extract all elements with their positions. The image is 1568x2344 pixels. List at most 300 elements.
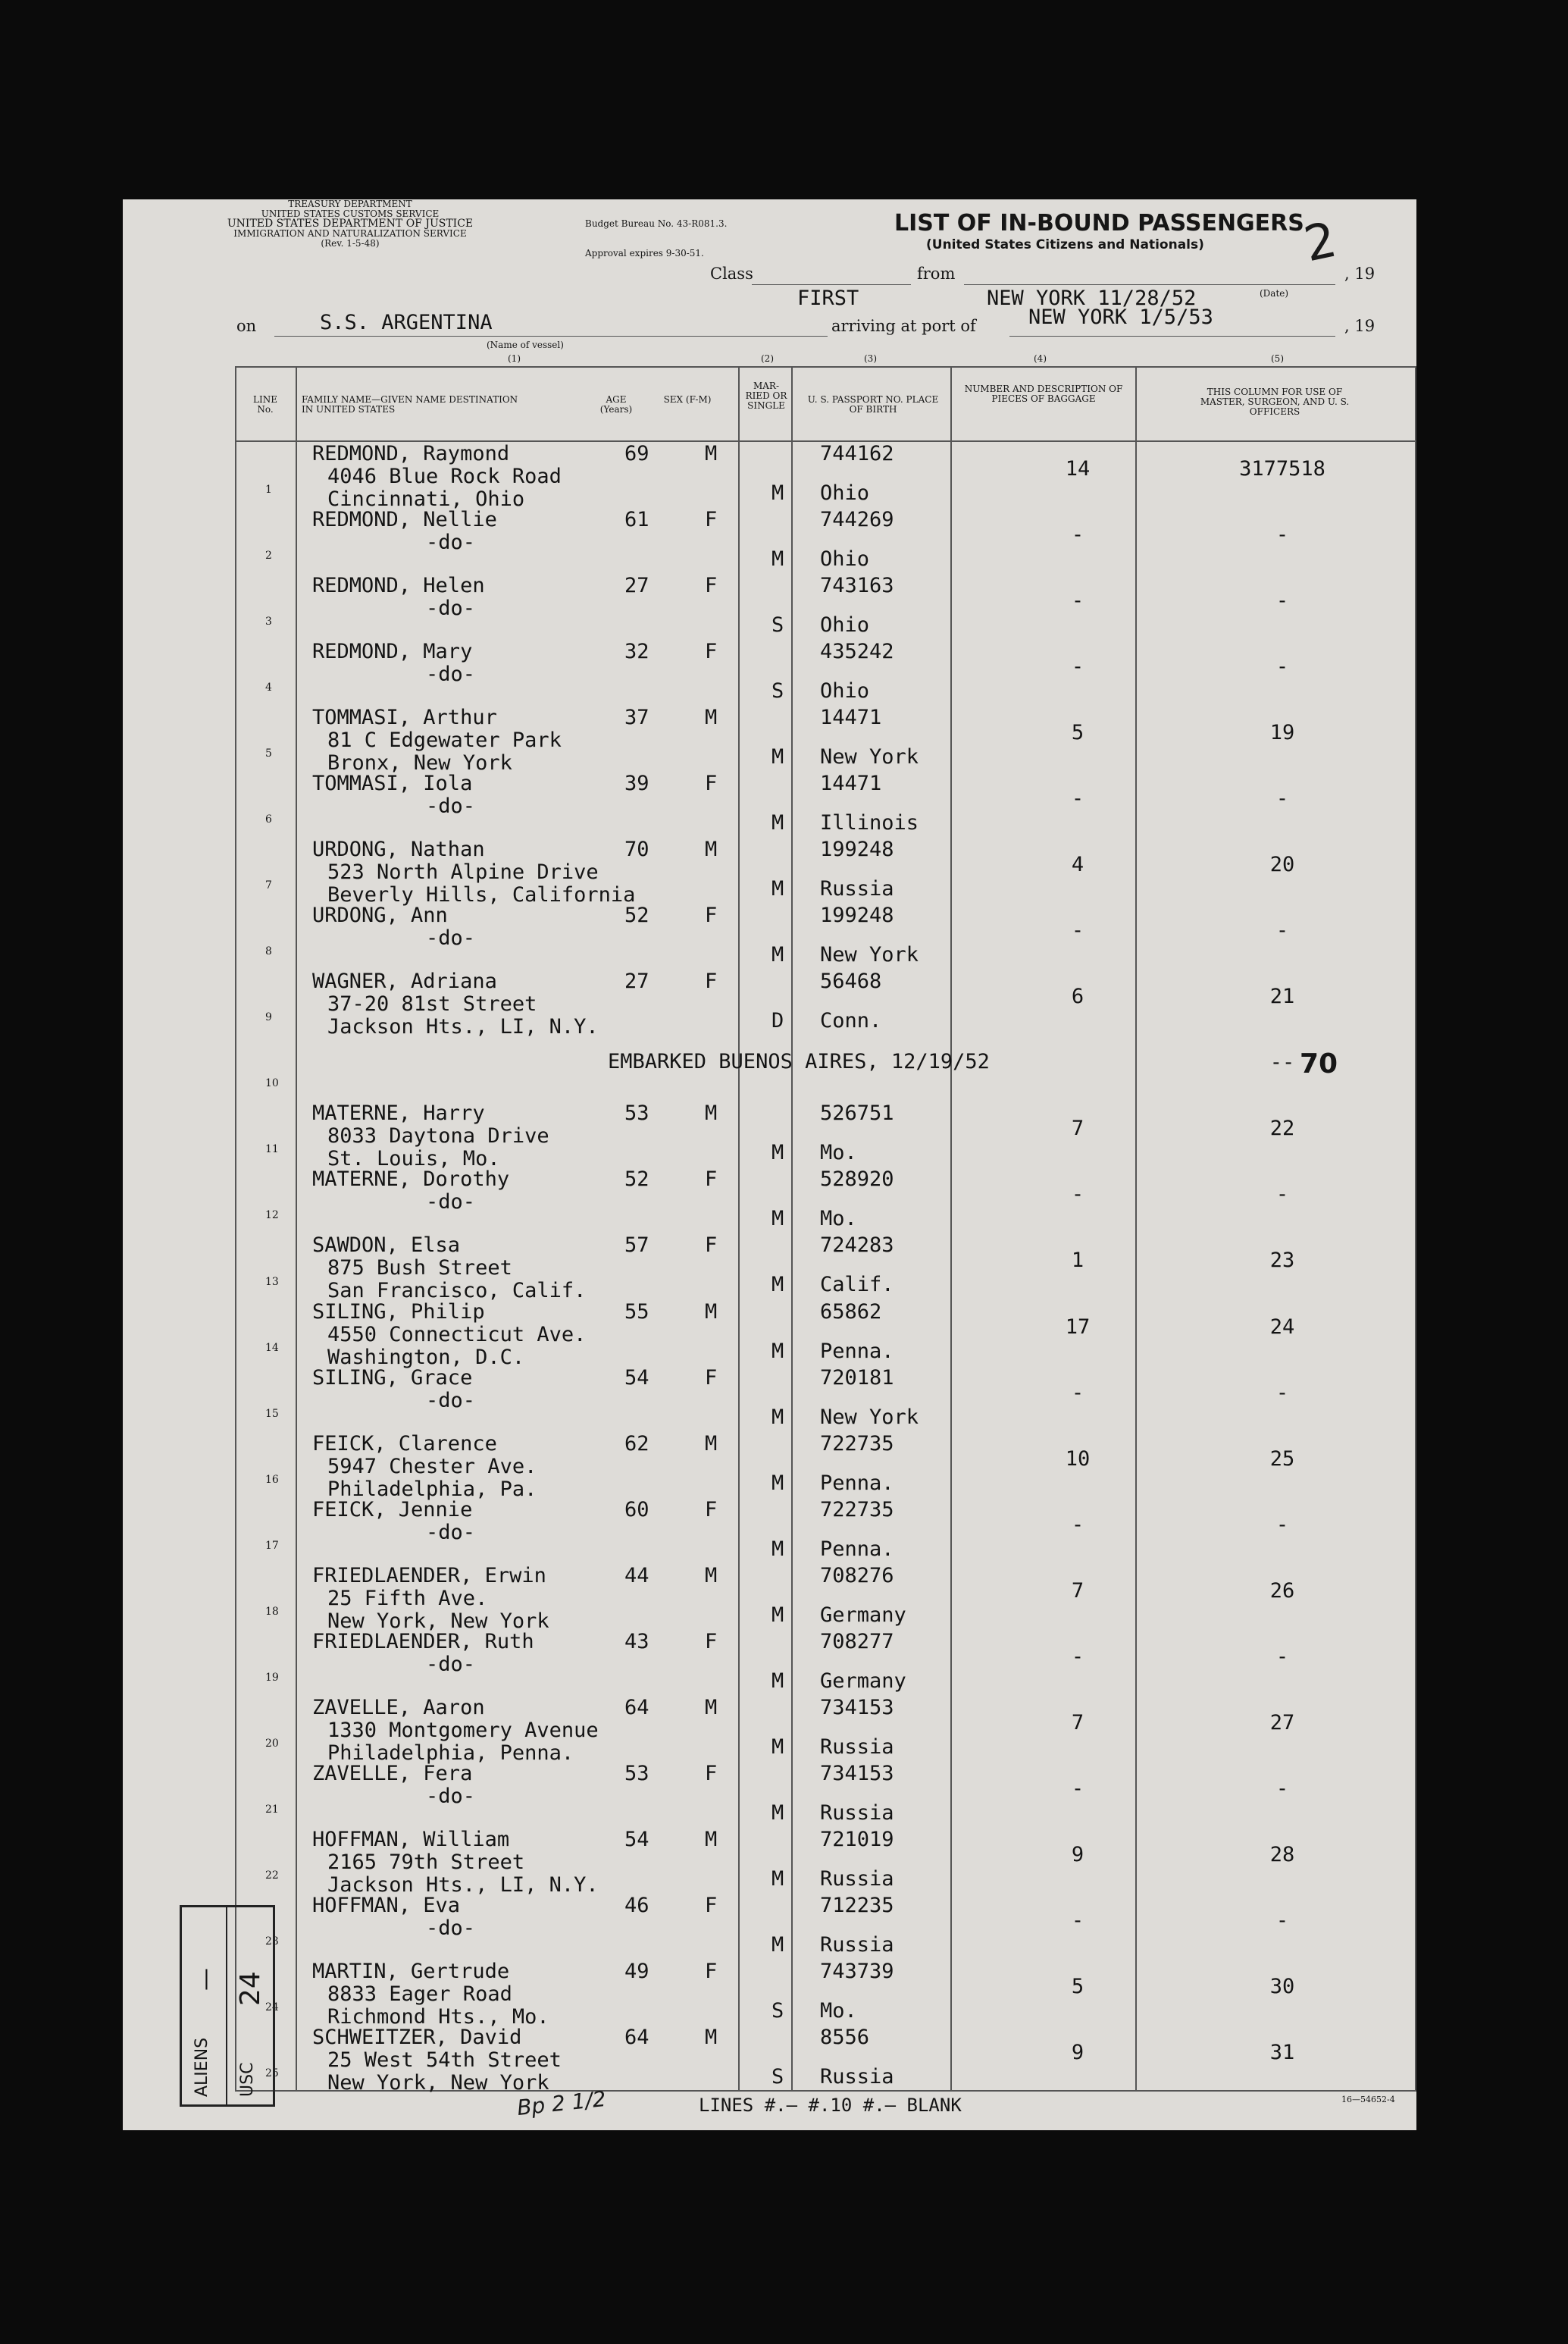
passenger-name: SAWDON, Elsa [312,1233,461,1258]
place-of-birth: Penna. [820,1471,894,1495]
baggage-count: 7 [1071,1578,1084,1603]
vessel-name: S.S. ARGENTINA [320,311,493,334]
marital-status: M [771,1273,784,1297]
marital-status: M [771,1669,784,1693]
passenger-name: FEICK, Jennie [312,1497,473,1521]
officer-number: 26 [1269,1578,1295,1603]
passport-number: 744269 [820,508,894,532]
age-value: 44 [624,1563,649,1587]
officer-number: - [1275,589,1289,613]
place-of-birth: New York [820,745,919,769]
marital-status: M [771,1141,784,1165]
sex-value: M [705,1827,718,1851]
line-number: 21 [265,1803,279,1816]
line-number: 17 [265,1539,279,1552]
baggage-count: - [1071,919,1084,943]
officer-number: - [1275,1644,1289,1669]
sex-value: F [705,1497,718,1521]
marital-status: M [771,811,784,835]
passenger-manifest-page [123,199,1416,2130]
passport-number: 435242 [820,640,894,664]
line-number: 25 [265,2067,279,2079]
sex-value: F [705,1167,718,1192]
place-of-birth: Russia [820,877,894,901]
passenger-name: MATERNE, Harry [312,1101,485,1126]
destination-line-2: Richmond Hts., Mo. [327,2004,549,2029]
passenger-name: REDMOND, Helen [312,574,485,598]
officer-number: 21 [1269,985,1295,1009]
usc-column [227,1907,271,2104]
destination-line-2: Washington, D.C. [327,1345,525,1369]
baggage-count: 1 [1071,1249,1084,1273]
line-number: 23 [265,1935,279,1948]
place-of-birth: Ohio [820,679,870,704]
approval-expiry-label: Approval expires 9-30-51. [585,248,704,259]
destination-line-2: Cincinnati, Ohio [327,487,525,511]
sex-value: M [705,706,718,730]
destination-line-1: 25 Fifth Ave. [327,1586,488,1610]
passenger-name: URDONG, Nathan [312,838,485,862]
destination-line-1: 8033 Daytona Drive [327,1124,549,1148]
passport-number: 744162 [820,442,894,465]
sex-value: F [705,772,718,796]
passport-number: 526751 [820,1101,894,1126]
age-value: 27 [624,970,649,994]
age-value: 46 [624,1893,649,1917]
passport-number: 199248 [820,838,894,862]
signature-mark: Bp 2 1/2 [515,2085,608,2121]
place-of-birth: Illinois [820,811,919,835]
marital-status: M [771,1734,784,1759]
place-of-birth: Russia [820,1800,894,1825]
baggage-count: 7 [1071,1710,1084,1734]
passenger-name: REDMOND, Mary [312,640,473,664]
baggage-count: - [1071,523,1084,547]
age-value: 57 [624,1233,649,1258]
destination-line-1: -do- [426,1520,476,1544]
sex-value: M [705,442,718,465]
line-number: 1 [265,484,272,497]
line-number: 6 [265,813,272,826]
destination-line-1: 523 North Alpine Drive [327,860,599,885]
sex-value: M [705,1431,718,1456]
destination-line-1: 25 West 54th Street [327,2048,562,2072]
age-value: 43 [624,1629,649,1653]
sex-value: F [705,1893,718,1917]
sex-value: F [705,970,718,994]
budget-bureau-label: Budget Bureau No. 43-R081.3. [585,218,728,229]
place-of-birth: Ohio [820,613,870,638]
sex-value: M [705,838,718,862]
marital-status: M [771,1537,784,1561]
form-number: 16—54652-4 [1341,2095,1395,2104]
passenger-name: SILING, Philip [312,1299,485,1324]
place-of-birth: Mo. [820,1207,857,1231]
passenger-name: ZAVELLE, Aaron [312,1695,485,1719]
baggage-count: 5 [1071,721,1084,745]
destination-line-1: -do- [426,531,476,555]
passenger-name: SILING, Grace [312,1365,473,1390]
age-value: 64 [624,2025,649,2049]
destination-line-1: -do- [426,663,476,687]
destination-line-1: -do- [426,1388,476,1412]
passenger-name: TOMMASI, Iola [312,772,473,796]
baggage-count: 9 [1071,1842,1084,1866]
vessel-underline [274,336,828,337]
table-top-border [235,366,1416,368]
column-number: (1) [508,353,521,364]
destination-line-2: Jackson Hts., LI, N.Y. [327,1015,599,1039]
on-label: on [236,317,257,335]
baggage-count: - [1071,1776,1084,1800]
baggage-count: - [1071,1644,1084,1669]
officer-number: 3177518 [1239,457,1325,481]
age-value: 52 [624,1167,649,1192]
baggage-count: - [1071,655,1084,679]
line-number: 2 [265,550,272,562]
place-of-birth: Russia [820,1734,894,1759]
arriving-label: arriving at port of [831,317,976,335]
sex-value: F [705,1233,718,1258]
sex-value: F [705,640,718,664]
line-number: 13 [265,1275,279,1288]
marital-status: M [771,1603,784,1627]
officer-number: - [1275,655,1289,679]
justice-dept-label: UNITED STATES DEPARTMENT OF JUSTICE [227,218,474,230]
sex-value: M [705,1695,718,1719]
baggage-count: 17 [1065,1315,1091,1339]
place-of-birth: Penna. [820,1339,894,1363]
passport-number: 720181 [820,1365,894,1390]
place-of-birth: Ohio [820,481,870,505]
place-of-birth: Calif. [820,1273,894,1297]
officer-number: 20 [1269,853,1295,877]
baggage-count: 6 [1071,985,1084,1009]
marital-status: M [771,1405,784,1429]
year-label: , 19 [1344,265,1376,283]
arrival-underline [1009,336,1335,337]
aliens-column [182,1907,227,2104]
age-header: AGE (Years) [599,394,633,415]
passenger-name: HOFFMAN, William [312,1827,510,1851]
name-header: FAMILY NAME—GIVEN NAME DESTINATION IN UNITED STATES [302,394,518,415]
line-number: 18 [265,1605,279,1618]
passenger-name: REDMOND, Raymond [312,442,510,465]
destination-line-1: 8833 Eager Road [327,1982,512,2006]
officer-number: - [1275,523,1289,547]
baggage-count: 5 [1071,1974,1084,1998]
baggage-count: 9 [1071,2040,1084,2064]
embarked-count: 70 [1300,1048,1338,1080]
departure-value: NEW YORK 11/28/52 [987,287,1197,310]
passenger-name: TOMMASI, Arthur [312,706,497,730]
passenger-name: HOFFMAN, Eva [312,1893,461,1917]
sex-value: F [705,1761,718,1785]
age-value: 53 [624,1101,649,1126]
destination-line-1: -do- [426,794,476,819]
destination-line-1: 5947 Chester Ave. [327,1454,537,1478]
line-number: 10 [265,1077,279,1090]
passport-number: 14471 [820,706,882,730]
place-of-birth: Germany [820,1603,906,1627]
sex-value: F [705,904,718,928]
destination-line-1: 81 C Edgewater Park [327,729,562,753]
place-of-birth: Penna. [820,1537,894,1561]
sex-value: F [705,1629,718,1653]
age-value: 54 [624,1827,649,1851]
passport-number: 722735 [820,1431,894,1456]
destination-line-1: -do- [426,597,476,621]
sex-header: SEX (F-M) [663,394,712,405]
handwritten-mark: 2 [1299,212,1341,274]
line-no-header: LINE No. [253,394,277,415]
destination-line-1: 4550 Connecticut Ave. [327,1322,587,1346]
baggage-count: 10 [1065,1446,1091,1471]
officer-number: - [1275,1380,1289,1405]
line-number: 20 [265,1737,279,1750]
place-of-birth: Ohio [820,547,870,572]
year-label: , 19 [1344,317,1376,335]
place-of-birth: New York [820,943,919,967]
aliens-usc-stamp [180,1905,275,2107]
baggage-count: - [1071,1908,1084,1932]
date-caption: (Date) [1260,288,1289,299]
aliens-count: — [192,1968,219,1991]
line-number: 8 [265,945,272,958]
passport-number: 743739 [820,1959,894,1983]
sex-value: F [705,1959,718,1983]
destination-line-2: Bronx, New York [327,751,512,776]
baggage-header: NUMBER AND DESCRIPTION OF PIECES OF BAGGAGE [964,384,1123,404]
column-number: (4) [1034,353,1047,364]
marital-status: M [771,1207,784,1231]
age-value: 64 [624,1695,649,1719]
passport-number: 734153 [820,1761,894,1785]
page-title: LIST OF IN-BOUND PASSENGERS [894,210,1304,237]
aliens-label: ALIENS [192,2037,211,2097]
destination-line-1: -do- [426,1190,476,1214]
destination-line-1: -do- [426,1652,476,1676]
marital-status: S [771,2064,784,2089]
officer-number: - [1275,787,1289,811]
sex-value: F [705,1365,718,1390]
marital-status: M [771,1471,784,1495]
married-header: MAR-RIED OR SINGLE [745,381,787,411]
age-value: 52 [624,904,649,928]
sex-value: F [705,574,718,598]
class-label: Class [710,265,753,283]
passport-number: 721019 [820,1827,894,1851]
blank-lines-note: LINES #.— #.10 #.— BLANK [699,2095,962,2116]
marital-status: M [771,1866,784,1891]
marital-status: M [771,1339,784,1363]
revision-label: (Rev. 1-5-48) [321,238,380,249]
line-number: 16 [265,1473,279,1486]
passenger-name: REDMOND, Nellie [312,508,497,532]
marital-status: D [771,1009,784,1033]
baggage-count: 4 [1071,853,1084,877]
destination-line-2: Philadelphia, Pa. [327,1477,537,1501]
passport-number: 724283 [820,1233,894,1258]
marital-status: S [771,679,784,704]
line-number: 19 [265,1671,279,1684]
passport-number: 708277 [820,1629,894,1653]
officers-header: THIS COLUMN FOR USE OF MASTER, SURGEON, AND U. S. OFFICERS [1200,387,1350,417]
budget-bureau-block [585,199,727,278]
destination-line-1: 37-20 81st Street [327,992,537,1017]
passport-number: 528920 [820,1167,894,1192]
passenger-name: FRIEDLAENDER, Ruth [312,1629,534,1653]
officer-number: 23 [1269,1249,1295,1273]
usc-count: 24 [235,1971,266,2006]
place-of-birth: Conn. [820,1009,882,1033]
destination-line-2: New York, New York [327,1609,549,1633]
from-underline [964,284,1335,285]
age-value: 60 [624,1497,649,1521]
line-number: 3 [265,616,272,628]
destination-line-1: 875 Bush Street [327,1256,512,1280]
destination-line-1: -do- [426,1916,476,1940]
baggage-count: - [1071,589,1084,613]
line-number: 7 [265,879,272,892]
line-number: 5 [265,747,272,760]
passport-number: 199248 [820,904,894,928]
officer-number: - [1275,1183,1289,1207]
age-value: 27 [624,574,649,598]
officer-number: 31 [1269,2040,1295,2064]
customs-service-label: UNITED STATES CUSTOMS SERVICE [261,208,440,219]
from-label: from [917,265,956,283]
officer-number: 22 [1269,1117,1295,1141]
destination-line-2: San Francisco, Calif. [327,1279,587,1303]
baggage-count: 7 [1071,1117,1084,1141]
passenger-name: ZAVELLE, Fera [312,1761,473,1785]
column-number: (3) [864,353,877,364]
destination-line-2: Jackson Hts., LI, N.Y. [327,1872,599,1897]
passenger-name: FEICK, Clarence [312,1431,497,1456]
age-value: 55 [624,1299,649,1324]
baggage-count: - [1071,1183,1084,1207]
marital-status: M [771,943,784,967]
department-header [183,199,517,249]
column-number: (5) [1271,353,1284,364]
officer-number: 19 [1269,721,1295,745]
passport-number: 722735 [820,1497,894,1521]
line-number: 4 [265,682,272,694]
passenger-name: MATERNE, Dorothy [312,1167,510,1192]
usc-label: USC [238,2062,257,2097]
age-value: 53 [624,1761,649,1785]
passenger-name: FRIEDLAENDER, Erwin [312,1563,546,1587]
embarked-note: EMBARKED BUENOS AIRES, 12/19/52 [608,1050,990,1073]
officer-number: 28 [1269,1842,1295,1866]
vessel-caption: (Name of vessel) [487,340,564,350]
officer-number: - [1275,1512,1289,1537]
age-value: 54 [624,1365,649,1390]
destination-line-1: -do- [426,926,476,951]
class-value: FIRST [797,287,859,310]
destination-line-2: Beverly Hills, California [327,883,636,907]
passport-number: 708276 [820,1563,894,1587]
sex-value: M [705,2025,718,2049]
age-value: 70 [624,838,649,862]
destination-line-2: St. Louis, Mo. [327,1147,500,1171]
class-underline [752,284,911,285]
line-number: 11 [265,1143,279,1156]
officer-number: - [1275,1908,1289,1932]
age-value: 32 [624,640,649,664]
marital-status: M [771,745,784,769]
page-subtitle: (United States Citizens and Nationals) [926,237,1204,252]
place-of-birth: Russia [820,2064,894,2089]
passport-number: 734153 [820,1695,894,1719]
marital-status: M [771,481,784,505]
ins-label: IMMIGRATION AND NATURALIZATION SERVICE [233,228,467,239]
sex-value: M [705,1299,718,1324]
passport-number: 712235 [820,1893,894,1917]
sex-value: M [705,1101,718,1126]
baggage-count: - [1071,1512,1084,1537]
line-number: 12 [265,1209,279,1222]
officer-number: 25 [1269,1446,1295,1471]
baggage-count: - [1071,787,1084,811]
destination-line-1: 1330 Montgomery Avenue [327,1718,599,1742]
arrival-port-value: NEW YORK 1/5/53 [1028,306,1213,329]
baggage-count: 14 [1065,457,1091,481]
marital-status: M [771,1932,784,1957]
destination-line-2: Philadelphia, Penna. [327,1741,574,1765]
sex-value: M [705,1563,718,1587]
line-number: 14 [265,1341,279,1354]
destination-line-1: 4046 Blue Rock Road [327,465,562,488]
passport-number: 14471 [820,772,882,796]
marital-status: S [771,1998,784,2023]
passenger-name: SCHWEITZER, David [312,2025,522,2049]
sex-value: F [705,508,718,532]
officer-number: -- [1269,1051,1295,1075]
line-number: 24 [265,2001,279,2013]
place-of-birth: Russia [820,1932,894,1957]
place-of-birth: New York [820,1405,919,1429]
passport-number: 743163 [820,574,894,598]
officer-number: 24 [1269,1315,1295,1339]
passport-number: 56468 [820,970,882,994]
column-number: (2) [761,353,774,364]
passport-header: U. S. PASSPORT NO. PLACE OF BIRTH [807,394,939,415]
marital-status: S [771,613,784,638]
age-value: 62 [624,1431,649,1456]
age-value: 69 [624,442,649,465]
line-number: 22 [265,1869,279,1882]
marital-status: M [771,547,784,572]
baggage-count: - [1071,1380,1084,1405]
age-value: 49 [624,1959,649,1983]
line-number: 15 [265,1407,279,1420]
officer-number: 27 [1269,1710,1295,1734]
marital-status: M [771,877,784,901]
age-value: 39 [624,772,649,796]
passport-number: 8556 [820,2025,870,2049]
destination-line-1: -do- [426,1784,476,1808]
destination-line-1: 2165 79th Street [327,1850,525,1874]
treasury-dept-label: TREASURY DEPARTMENT [288,199,412,209]
destination-line-2: New York, New York [327,2070,549,2095]
officer-number: 30 [1269,1974,1295,1998]
age-value: 37 [624,706,649,730]
passenger-name: URDONG, Ann [312,904,448,928]
passport-number: 65862 [820,1299,882,1324]
passenger-name: WAGNER, Adriana [312,970,497,994]
